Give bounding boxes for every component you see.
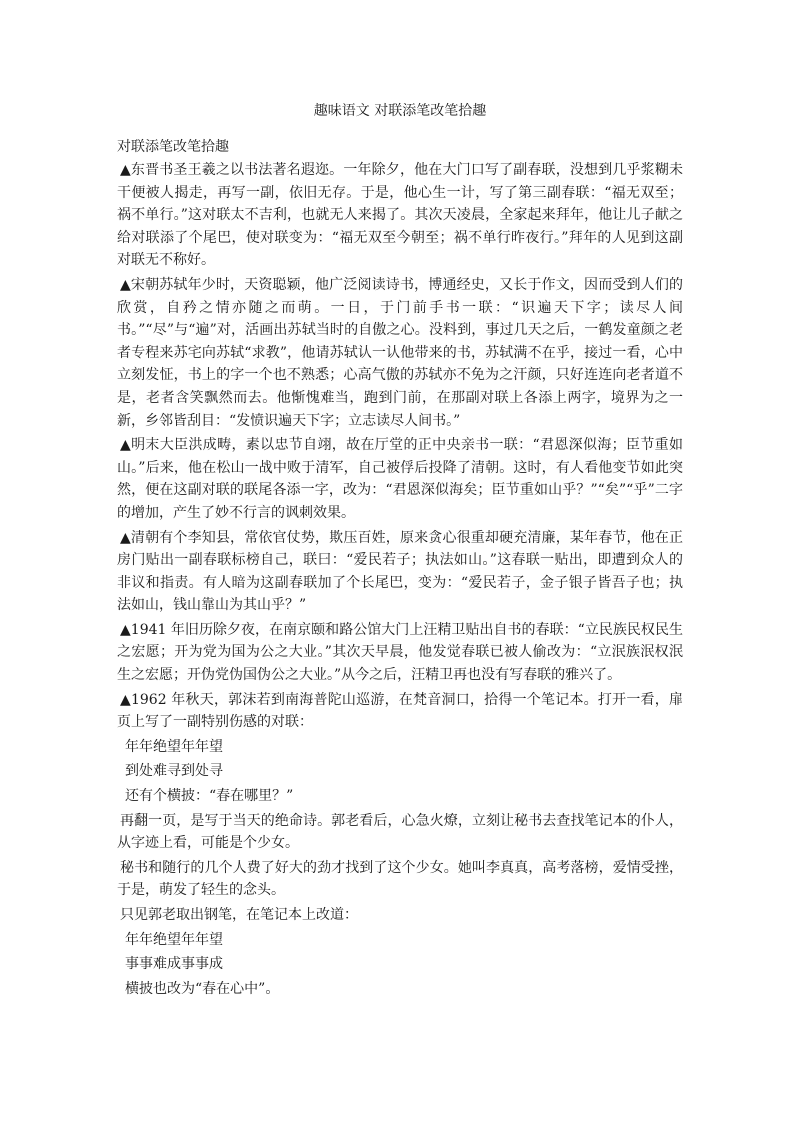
poem-line: 事事难成事事成 bbox=[125, 956, 223, 973]
page-title: 趣味语文 对联添笔改笔拾趣 bbox=[313, 103, 487, 119]
paragraph-wang-xizhi: ▲东晋书圣王羲之以书法著名遐迩。一年除夕，他在大门口写了副春联，没想到几乎浆糊未干便被人揭走，再写一副，依旧无存。于是，他心生一计，写了第三副春联：“福无双至；祸不单行。”这对联太不吉利，也就无人来揭了。其次天凌晨，全家起来拜年，他让儿子献之给对联添了个尾巴，使对联变为：“福无双至今朝至；祸不单行昨夜行。”拜年的人见到这副对联无不称好。 bbox=[117, 162, 683, 269]
paragraph-secretary: 秘书和随行的几个人费了好大的劲才找到了这个少女。她叫李真真，高考落榜，爱情受挫，于是，萌发了轻生的念头。 bbox=[117, 859, 683, 899]
poem-line: 年年绝望年年望 bbox=[125, 931, 223, 948]
paragraph-wang-jingwei: ▲1941 年旧历除夕夜，在南京颐和路公馆大门上汪精卫贴出自书的春联：“立民族民权民生之宏愿；开为党为国为公之大业。”其次天早晨，他发觉春联已被人偷改为：“立泯族泯权泯生之宏愿；开伪党伪国伪公之大业。”从今之后，汪精卫再也没有写春联的雅兴了。 bbox=[117, 621, 683, 684]
paragraph-su-shi: ▲宋朝苏轼年少时，天资聪颖，他广泛阅读诗书，博通经史，又长于作文，因而受到人们的欣赏，自矜之情亦随之而萌。一日，于门前手书一联：“识遍天下字；读尽人间书。”“尽”与“遍”对，活画出苏轼当时的自傲之心。没料到，事过几天之后，一鹤发童颜之老者专程来苏宅向苏轼“求教”，他请苏轼认一认他带来的书，苏轼满不在乎，接过一看，心中立刻发怔，书上的字一个也不熟悉；心高气傲的苏轼亦不免为之汗颜，只好连连向老者道不是，老者含笑飘然而去。他惭愧难当，跑到门前，在那副对联上各添上两字，境界为之一新，乡邻皆刮目：“发愤识遍天下字；立志读尽人间书。” bbox=[117, 276, 683, 429]
section-subtitle: 对联添笔改笔拾趣 bbox=[117, 139, 229, 155]
poem-line: 还有个横披：“春在哪里？” bbox=[125, 788, 294, 805]
paragraph-next-page: 再翻一页，是写于当天的绝命诗。郭老看后，心急火燎，立刻让秘书去查找笔记本的仆人，从字迹上看，可能是个少女。 bbox=[117, 812, 683, 852]
paragraph-guo-moruo: ▲1962 年秋天，郭沫若到南海普陀山巡游，在梵音洞口，拾得一个笔记本。打开一看，扉页上写了一副特别伤感的对联： bbox=[117, 691, 683, 731]
article-body bbox=[117, 159, 683, 1002]
poem-line: 到处难寻到处寻 bbox=[125, 763, 223, 780]
paragraph-li-zhixian: ▲清朝有个李知县，常依官仗势，欺压百姓，原来贪心很重却硬充清廉，某年春节，他在正房门贴出一副春联标榜自己，联曰：“爱民若子；执法如山。”这春联一贴出，即遭到众人的非议和指责。有人暗为这副春联加了个长尾巴，变为：“爱民若子，金子银子皆吾子也；执法如山，钱山靠山为其山乎？” bbox=[117, 529, 683, 614]
paragraph-hong-chengchou: ▲明末大臣洪成畴，素以忠节自翊，故在厅堂的正中央亲书一联：“君恩深似海；臣节重如山。”后来，他在松山一战中败于清军，自己被俘后投降了清朝。这时，有人看他变节如此突然，便在这副对联的联尾各添一字，改为：“君恩深似海矣；臣节重如山乎？”“矣”“乎”二字的增加，产生了妙不行言的讽刺效果。 bbox=[117, 437, 683, 521]
paragraph-revision: 只见郭老取出钢笔，在笔记本上改道： bbox=[120, 907, 358, 923]
poem-line: 年年绝望年年望 bbox=[125, 738, 223, 755]
poem-line: 横披也改为“春在心中”。 bbox=[125, 980, 280, 997]
